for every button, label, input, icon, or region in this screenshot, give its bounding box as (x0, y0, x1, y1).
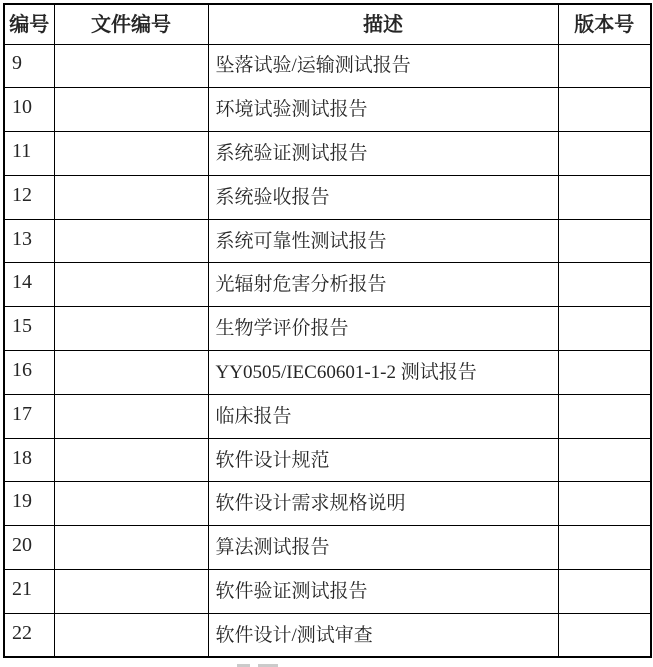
cell-description: 系统验证测试报告 (208, 132, 558, 176)
header-number: 编号 (4, 4, 54, 44)
cell-description: YY0505/IEC60601-1-2 测试报告 (208, 351, 558, 395)
table-row (4, 44, 651, 88)
table-row (4, 88, 651, 132)
cell-document-number (54, 438, 208, 482)
cell-version (558, 219, 651, 263)
table-row (4, 351, 651, 395)
cell-version (558, 394, 651, 438)
cell-version (558, 44, 651, 88)
table-row (4, 438, 651, 482)
cell-number: 17 (4, 394, 54, 438)
cell-version (558, 526, 651, 570)
header-row (4, 4, 651, 44)
table-row (4, 263, 651, 307)
cell-number: 18 (4, 438, 54, 482)
cell-document-number (54, 526, 208, 570)
cell-number: 9 (4, 44, 54, 88)
cell-description: 环境试验测试报告 (208, 88, 558, 132)
cell-document-number (54, 88, 208, 132)
cell-version (558, 88, 651, 132)
cell-document-number (54, 44, 208, 88)
cell-document-number (54, 613, 208, 657)
cell-description: 软件验证测试报告 (208, 570, 558, 614)
cell-number: 14 (4, 263, 54, 307)
table-row (4, 570, 651, 614)
cell-number: 21 (4, 570, 54, 614)
table-row (4, 613, 651, 657)
cell-number: 11 (4, 132, 54, 176)
cell-document-number (54, 132, 208, 176)
cell-version (558, 482, 651, 526)
cell-description: 光辐射危害分析报告 (208, 263, 558, 307)
table-row (4, 175, 651, 219)
cell-version (558, 175, 651, 219)
cell-document-number (54, 175, 208, 219)
cell-document-number (54, 307, 208, 351)
cell-description: 软件设计/测试审查 (208, 613, 558, 657)
header-version: 版本号 (558, 4, 651, 44)
cell-number: 10 (4, 88, 54, 132)
table-row (4, 526, 651, 570)
cell-version (558, 263, 651, 307)
cell-number: 12 (4, 175, 54, 219)
cell-description: 系统可靠性测试报告 (208, 219, 558, 263)
cell-description: 软件设计需求规格说明 (208, 482, 558, 526)
cell-version (558, 307, 651, 351)
cell-document-number (54, 263, 208, 307)
cell-number: 15 (4, 307, 54, 351)
table-row (4, 394, 651, 438)
cell-document-number (54, 394, 208, 438)
table-row (4, 219, 651, 263)
cell-description: 算法测试报告 (208, 526, 558, 570)
table-row (4, 482, 651, 526)
header-document-number: 文件编号 (54, 4, 208, 44)
cell-document-number (54, 351, 208, 395)
header-description: 描述 (208, 4, 558, 44)
cell-number: 22 (4, 613, 54, 657)
cell-version (558, 613, 651, 657)
cell-version (558, 438, 651, 482)
cell-version (558, 570, 651, 614)
cell-description: 软件设计规范 (208, 438, 558, 482)
cell-number: 13 (4, 219, 54, 263)
cell-version (558, 351, 651, 395)
cell-document-number (54, 482, 208, 526)
cell-number: 19 (4, 482, 54, 526)
table-row (4, 132, 651, 176)
cell-description: 坠落试验/运输测试报告 (208, 44, 558, 88)
cell-description: 系统验收报告 (208, 175, 558, 219)
cell-document-number (54, 570, 208, 614)
table-row (4, 307, 651, 351)
document-register-table (3, 3, 652, 658)
cell-number: 16 (4, 351, 54, 395)
cell-description: 临床报告 (208, 394, 558, 438)
cell-description: 生物学评价报告 (208, 307, 558, 351)
cell-document-number (54, 219, 208, 263)
cell-version (558, 132, 651, 176)
cell-number: 20 (4, 526, 54, 570)
